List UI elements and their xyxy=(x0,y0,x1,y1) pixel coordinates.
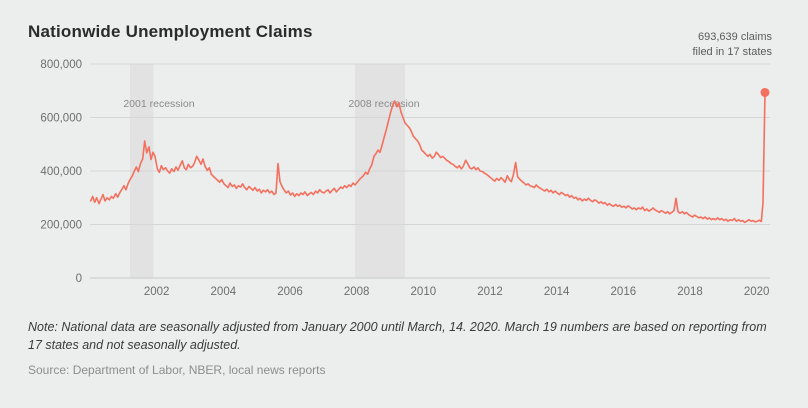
final-data-point xyxy=(761,88,770,97)
chart-plot-area xyxy=(28,58,780,306)
y-tick-label: 200,000 xyxy=(40,219,82,232)
y-tick-label: 800,000 xyxy=(40,59,82,71)
recession-label-1: 2008 recession xyxy=(348,97,420,110)
x-tick-label: 2008 xyxy=(343,286,370,298)
claims-line xyxy=(91,92,765,222)
recession-label-0: 2001 recession xyxy=(123,97,195,110)
x-tick-label: 2010 xyxy=(410,286,437,298)
chart-note: Note: National data are seasonally adjusted from January 2000 until March, 14. 2020. March 19 numbers are based on reporting from 17 states and not seasonally adjusted. xyxy=(28,320,767,353)
x-tick-label: 2014 xyxy=(543,286,570,298)
x-tick-label: 2002 xyxy=(143,286,170,298)
final-point-annotation xyxy=(622,30,772,60)
chart-source: Source: Department of Labor, NBER, local news reports xyxy=(28,363,326,377)
x-tick-label: 2018 xyxy=(677,286,703,298)
y-tick-label: 600,000 xyxy=(40,112,82,125)
unemployment-claims-line-chart xyxy=(28,58,780,306)
x-tick-label: 2020 xyxy=(743,286,770,298)
x-tick-label: 2006 xyxy=(277,286,303,298)
annotation-line-2: filed in 17 states xyxy=(692,45,772,58)
page-title: Nationwide Unemployment Claims xyxy=(28,22,313,41)
annotation-line-1: 693,639 claims xyxy=(698,31,772,43)
x-tick-label: 2016 xyxy=(610,286,637,298)
x-tick-label: 2004 xyxy=(210,286,237,298)
x-tick-label: 2012 xyxy=(477,286,503,298)
y-tick-label: 0 xyxy=(75,273,82,285)
y-tick-label: 400,000 xyxy=(40,166,82,178)
